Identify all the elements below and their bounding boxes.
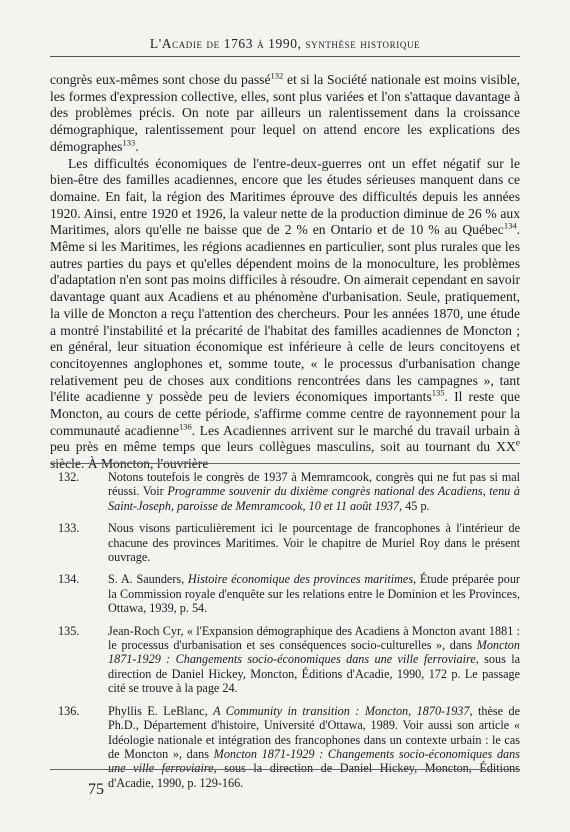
- footnote-rule: [50, 463, 520, 464]
- footnote-title: Histoire économique des provinces maritimes: [187, 572, 414, 587]
- footnote-title: Programme souvenir du dixième congrès national des Acadiens, tenu à Saint-Joseph, paroisse de Memramcook, 10 et 11 août 1937: [108, 484, 520, 513]
- running-head-text: L'Acadie de 1763 à 1990, synthèse historique: [149, 36, 421, 51]
- footnote-fragment: Phyllis E. LeBlanc,: [108, 703, 214, 718]
- footnote-text: [108, 521, 520, 564]
- footnote-ref[interactable]: 132: [270, 70, 284, 81]
- footnote-fragment: Jean-Roch Cyr, « l'Expansion démographique des Acadiens à Moncton avant 1881 : le processus d'urbanisation et ses conséquences socio-culturelles », dans: [108, 623, 520, 653]
- footnote-fragment: , thèse de Ph.D., Département d'histoire, Université d'Ottawa, 1989. Voir aussi son article « Idéologie nationale et intégration des francophones dans un contexte urbain : le cas de Moncton », dans: [108, 703, 521, 761]
- page-number: 75: [88, 781, 104, 798]
- footnote-item: [50, 572, 520, 615]
- footnote-item: [50, 624, 520, 696]
- footnote-fragment: Nous visons particulièrement ici le pourcentage de francophones à l'intérieur de chacune des provinces Maritimes. Voir le chapitre de Muriel Roy dans le présent ouvrage.: [108, 521, 520, 565]
- header-rule: [50, 56, 520, 57]
- footnote-ref[interactable]: 134: [503, 220, 517, 231]
- paragraph-2: Les difficultés économiques de l'entre-deux-guerres ont un effet négatif sur le bien-être des familles acadiennes, encore que les études sérieuses manquent dans ce domaine. En fait, la région des Maritimes éprouve des difficultés depuis les années 1920. Ainsi, entre 1920 et 1926, la valeur nette de la production diminue de 26 % aux Maritimes, alors qu'elle ne baisse que de 2 % en Ontario et de 10 % au Québec$^{134}$. Même si les Maritimes, les régions acadiennes en particulier, sont plus rurales que les autres parties du pays et qu'elles dépendent moins de la monoculture, les problèmes d'adaptation n'en sont pas moins difficiles à résoudre. On aimerait cependant en savoir davantage quant aux Acadiens et au phénomène d'urbanisation. Seule, pratiquement, la ville de Moncton a reçu l'attention des chercheurs. Pour les années 1870, une étude a montré l'instabilité et la précarité de l'habitat des familles acadiennes de Moncton ; en général, leur situation économique est inférieure à celle de leurs concitoyens et concitoyennes anglophones et, somme toute, « le processus d'urbanisation change relativement peu de choses aux conditions rencontrées dans les campagnes », tant l'élite acadienne y possède peu de leviers économiques importants$^{135}$. Il reste que Moncton, au cours de cette période, s'affirme comme centre de rayonnement pour la communauté acadienne$^{136}$. Les Acadiennes arrivent sur le marché du travail urbain à peu près en même temps que leurs collègues masculins, soit au tournant du XXe siècle. À Moncton, l'ouvrière: [50, 155, 521, 472]
- footnote-fragment: , sous la direction de Daniel Hickey, Moncton, Éditions d'Acadie, 1990, 172 p. Le passage cité se trouve à la page 24.: [108, 652, 520, 696]
- paragraph-1: congrès eux-mêmes sont chose du passé$^{132}$ et si la Société nationale est moins visible, les formes d'expression collective, elles, sont plus variées et l'on s'attaque davantage à des problèmes précis. On note par ailleurs un ralentissement dans la croissance démographique, ralentissement pour lequel on attend encore les explications des démographes$^{133}$.: [50, 70, 520, 154]
- footnote-ref[interactable]: 135: [431, 387, 445, 398]
- century-numeral: XX: [496, 439, 516, 455]
- footnote-fragment: Notons toutefois le congrès de 1937 à Memramcook, congrès qui ne fut pas si mal réussi. Voir: [108, 470, 520, 499]
- footnote-item: [50, 521, 520, 564]
- footnote-title: Moncton 1871-1929 : Changements socio-économiques dans une ville ferroviaire: [108, 638, 520, 667]
- bottom-rule: [50, 769, 520, 770]
- footnote-number: 134.: [58, 572, 80, 587]
- footnote-item: [50, 470, 520, 513]
- footnote-text: [108, 704, 520, 790]
- footnote-number: 132.: [58, 470, 80, 484]
- footnote-fragment: , sous la direction de Daniel Hickey, Moncton, Éditions d'Acadie, 1990, p. 129-166.: [108, 761, 520, 790]
- century-suffix: e: [515, 438, 520, 449]
- footnote-number: 135.: [58, 623, 80, 638]
- body-text: [50, 72, 520, 473]
- footnote-number: 133.: [58, 521, 80, 536]
- running-head: [50, 36, 520, 52]
- footnote-ref[interactable]: 136: [179, 421, 192, 432]
- footnote-ref[interactable]: 133: [122, 137, 136, 148]
- footnote-number: 136.: [58, 703, 80, 718]
- footnote-text: [108, 624, 520, 696]
- footnotes: [50, 470, 520, 798]
- footnote-item: [50, 704, 520, 790]
- footnote-text: [108, 572, 520, 615]
- footnote-title: A Community in transition : Moncton, 1870-1937: [213, 703, 470, 718]
- footnote-title: Moncton 1871-1929 : Changements socio-économiques dans une ville ferroviaire: [108, 746, 520, 776]
- footnote-text: [108, 470, 520, 513]
- footnote-fragment: , 45 p.: [399, 498, 430, 513]
- footnote-fragment: S. A. Saunders,: [108, 572, 188, 587]
- footnote-fragment: , Étude préparée pour la Commission royale d'enquête sur les relations entre le Dominion et les Provinces, Ottawa, 1939, p. 54.: [108, 572, 520, 616]
